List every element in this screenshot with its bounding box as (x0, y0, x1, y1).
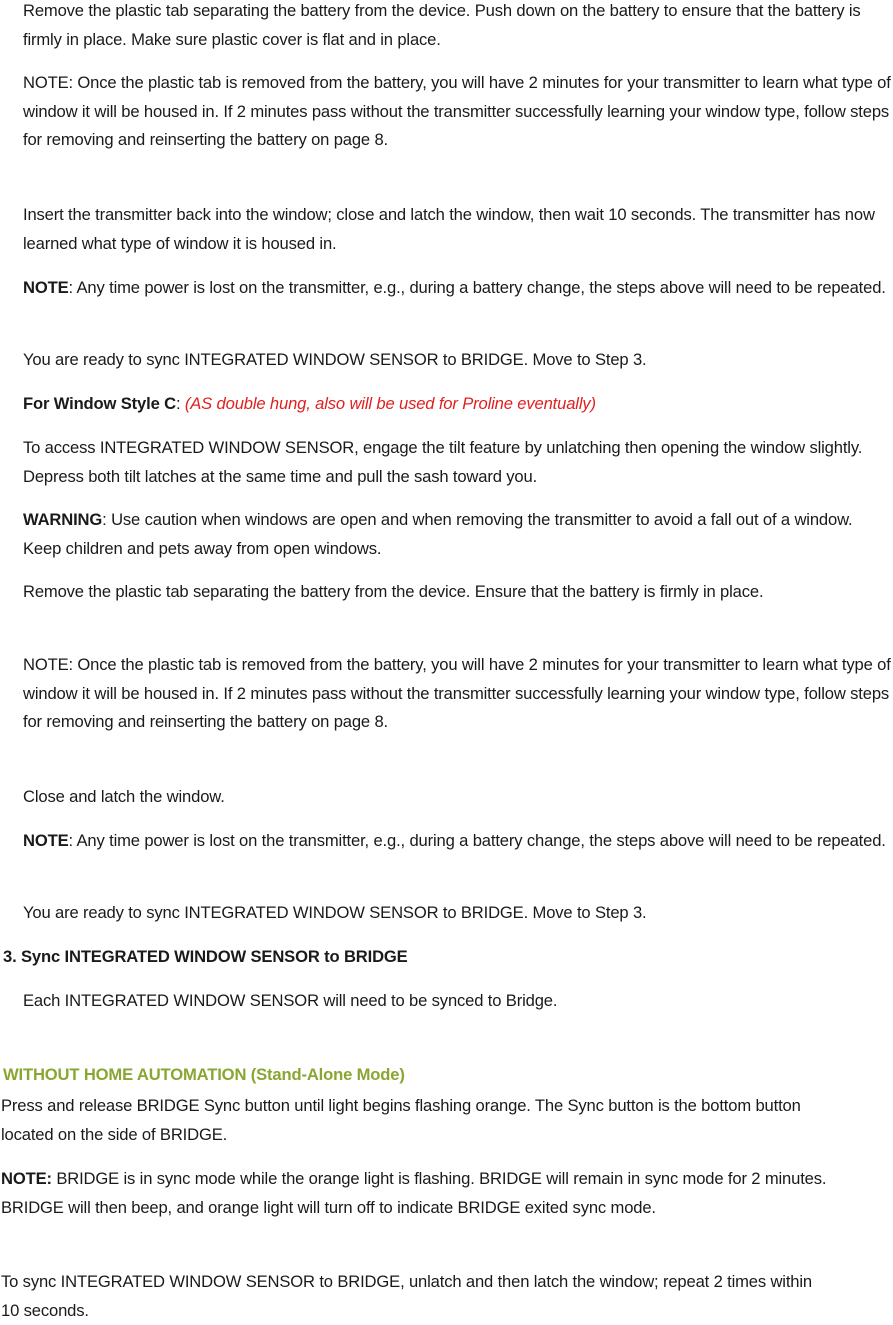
paragraph-remove-tab-1 (23, 0, 893, 54)
paragraph-access-sensor (23, 434, 893, 491)
paragraph-note-sync-mode (1, 1165, 863, 1222)
note-label: NOTE (23, 831, 69, 850)
paragraph-text: You are ready to sync INTEGRATED WINDOW SENSOR to BRIDGE. Move to Step 3. (23, 350, 647, 369)
paragraph-text: Remove the plastic tab separating the battery from the device. Ensure that the battery is firmly in place. (23, 582, 764, 601)
paragraph-text: You are ready to sync INTEGRATED WINDOW SENSOR to BRIDGE. Move to Step 3. (23, 903, 647, 922)
paragraph-press-release (1, 1092, 853, 1149)
warning-label: WARNING (23, 510, 103, 529)
paragraph-warning (23, 506, 893, 563)
note-label: NOTE: (1, 1169, 52, 1188)
paragraph-note-power-2 (23, 827, 893, 856)
paragraph-note-battery-1 (23, 69, 893, 155)
paragraph-text: : Use caution when windows are open and when removing the transmitter to avoid a fall out of a window. Keep children and pets away from open windows. (23, 510, 853, 558)
paragraph-note-battery-2 (23, 651, 893, 737)
section-heading-sync (3, 943, 893, 972)
paragraph-each-sensor (23, 987, 893, 1016)
paragraph-ready-sync-2 (23, 899, 893, 928)
paragraph-insert-transmitter (23, 201, 893, 258)
paragraph-close-latch (23, 783, 893, 812)
paragraph-ready-sync-1 (23, 346, 893, 375)
heading-text: 3. Sync INTEGRATED WINDOW SENSOR to BRIDGE (3, 947, 408, 966)
paragraph-text: Close and latch the window. (23, 787, 225, 806)
paragraph-text: Remove the plastic tab separating the battery from the device. Push down on the battery to ensure that the battery is firmly in place. Make sure plastic cover is flat and in place. (23, 1, 861, 49)
paragraph-note-power-1 (23, 274, 893, 303)
separator: : (175, 394, 185, 413)
paragraph-text: To sync INTEGRATED WINDOW SENSOR to BRIDGE, unlatch and then latch the window; repeat 2 times within 10 seconds. (1, 1272, 812, 1320)
heading-window-style-c (23, 390, 893, 419)
paragraph-text: NOTE: Once the plastic tab is removed from the battery, you will have 2 minutes for your transmitter to learn what type of window it will be housed in. If 2 minutes pass without the transmitter successfully learning your window type, follow steps for removing and reinserting the battery on page 8. (23, 73, 891, 149)
subheading-stand-alone (3, 1061, 893, 1090)
paragraph-text: NOTE: Once the plastic tab is removed from the battery, you will have 2 minutes for your transmitter to learn what type of window it will be housed in. If 2 minutes pass without the transmitter successfully learning your window type, follow steps for removing and reinserting the battery on page 8. (23, 655, 891, 731)
paragraph-text: To access INTEGRATED WINDOW SENSOR, engage the tilt feature by unlatching then opening the window slightly. Depress both tilt latches at the same time and pull the sash toward you. (23, 438, 863, 486)
paragraph-text: : Any time power is lost on the transmitter, e.g., during a battery change, the steps above will need to be repeated. (68, 278, 886, 297)
style-label: For Window Style C (23, 394, 176, 413)
paragraph-text: Insert the transmitter back into the window; close and latch the window, then wait 10 seconds. The transmitter has now learned what type of window it is housed in. (23, 205, 875, 253)
paragraph-text: : Any time power is lost on the transmitter, e.g., during a battery change, the steps above will need to be repeated. (68, 831, 886, 850)
paragraph-text: Each INTEGRATED WINDOW SENSOR will need to be synced to Bridge. (23, 991, 558, 1010)
internal-note: (AS double hung, also will be used for Proline eventually) (184, 394, 596, 413)
paragraph-remove-tab-2 (23, 578, 853, 607)
paragraph-text: Press and release BRIDGE Sync button until light begins flashing orange. The Sync button is the bottom button located on the side of BRIDGE. (1, 1096, 801, 1144)
paragraph-sync-instructions (1, 1268, 823, 1325)
paragraph-text: BRIDGE is in sync mode while the orange light is flashing. BRIDGE will remain in sync mode for 2 minutes. BRIDGE will then beep, and orange light will turn off to indicate BRIDGE exited sync mode. (1, 1169, 827, 1217)
note-label: NOTE (23, 278, 69, 297)
heading-text: WITHOUT HOME AUTOMATION (Stand-Alone Mode) (3, 1065, 405, 1084)
